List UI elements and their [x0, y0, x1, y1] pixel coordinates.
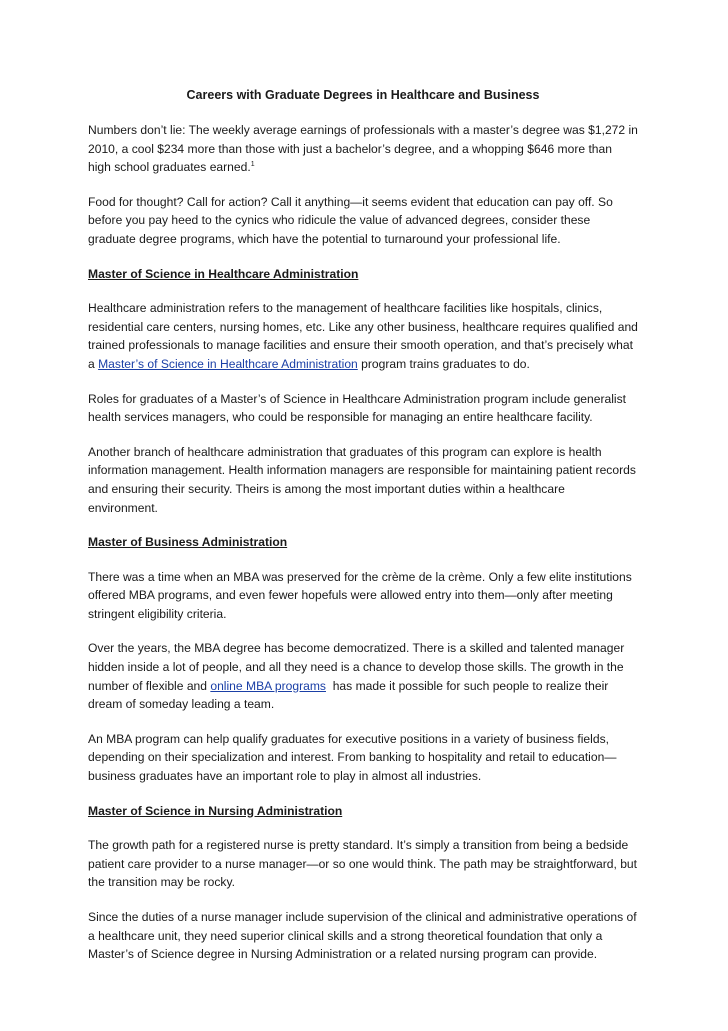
link-online-mba[interactable]: online MBA programs	[210, 678, 326, 693]
paragraph-text: can provide.	[527, 947, 598, 962]
section-heading-healthcare: Master of Science in Healthcare Administration	[88, 266, 359, 281]
paragraph-text: Since the duties of a nurse manager include supervision of the clinical and administrative operations of a healthcare unit, they need superior clinical skills and a strong theoretical foundation that only a Master’s of Science degree in Nursing Administration or a related	[88, 910, 637, 962]
link-healthcare-admin[interactable]: Master’s of Science in Healthcare Administration	[98, 356, 358, 371]
intro-text: Numbers don’t lie: The weekly average earnings of professionals with a master’s degree was $1,272 in 2010, a cool $234 more than those with just a bachelor’s degree, and a whopping $646 more than high school graduates earned.	[88, 123, 638, 175]
page-title: Careers with Graduate Degrees in Healthcare and Business	[186, 88, 540, 102]
paragraph-health-info: Another branch of healthcare administration that graduates of this program can explore is health information management. Health information managers are responsible for maintaining patient records and ensuring their security. Theirs is among the most important duties within a healthcare environment.	[88, 444, 636, 515]
section-heading-nursing: Master of Science in Nursing Administration	[88, 803, 343, 818]
footnote-marker: 1	[250, 161, 255, 169]
paragraph-text: Over the years, the MBA degree has become democratized. There is a skilled and talented manager hidden inside a lot of people, and all they need is a chance to develop those skills. The growth in the number of flexible and	[88, 641, 625, 693]
paragraph-text: Healthcare administration refers to the management of healthcare facilities like hospitals, clinics, residential care centers, nursing homes, etc. Like any other business, healthcare requires qualified and trained professionals to manage facilities and ensure their smooth operation, and that’s precisely what a	[88, 301, 638, 371]
intro-paragraph	[88, 121, 638, 177]
paragraph-text: has made it possible for such people to realize their dream of someday leading a team.	[88, 678, 612, 712]
section-heading-mba: Master of Business Administration	[88, 535, 288, 550]
paragraph-food-for-thought: Food for thought? Call for action? Call it anything—it seems evident that education can pay off. So before you pay heed to the cynics who ridicule the value of advanced degrees, consider these graduate degree programs, which have the potential to turnaround your professional life.	[88, 194, 613, 246]
paragraph-mba-positions: An MBA program can help qualify graduates for executive positions in a variety of business fields, depending on their specialization and interest. From banking to hospitality and retail to education—business graduates have an important role to play in almost all industries.	[88, 731, 617, 784]
paragraph-nurse-path: The growth path for a registered nurse is pretty standard. It’s simply a transition from being a bedside patient care provider to a nurse manager—or so one would think. The path may be straightforward, but the transition may be rocky.	[88, 838, 638, 890]
paragraph-nurse-manager	[88, 908, 638, 964]
paragraph-text: program trains graduates to do.	[357, 356, 530, 371]
paragraph-roles: Roles for graduates of a Master’s of Science in Healthcare Administration program include generalist health services managers, who could be responsible for managing an entire healthcare facility.	[88, 391, 627, 425]
paragraph-mba-history: There was a time when an MBA was preserved for the crème de la crème. Only a few elite institutions offered MBA programs, and even fewer hopefuls were allowed entry into them—only after meeting stringent eligibility criteria.	[88, 569, 632, 621]
nursing-program-text: nursing program	[439, 947, 528, 962]
paragraph-healthcare-admin	[88, 299, 638, 373]
paragraph-mba-democratized	[88, 639, 638, 713]
